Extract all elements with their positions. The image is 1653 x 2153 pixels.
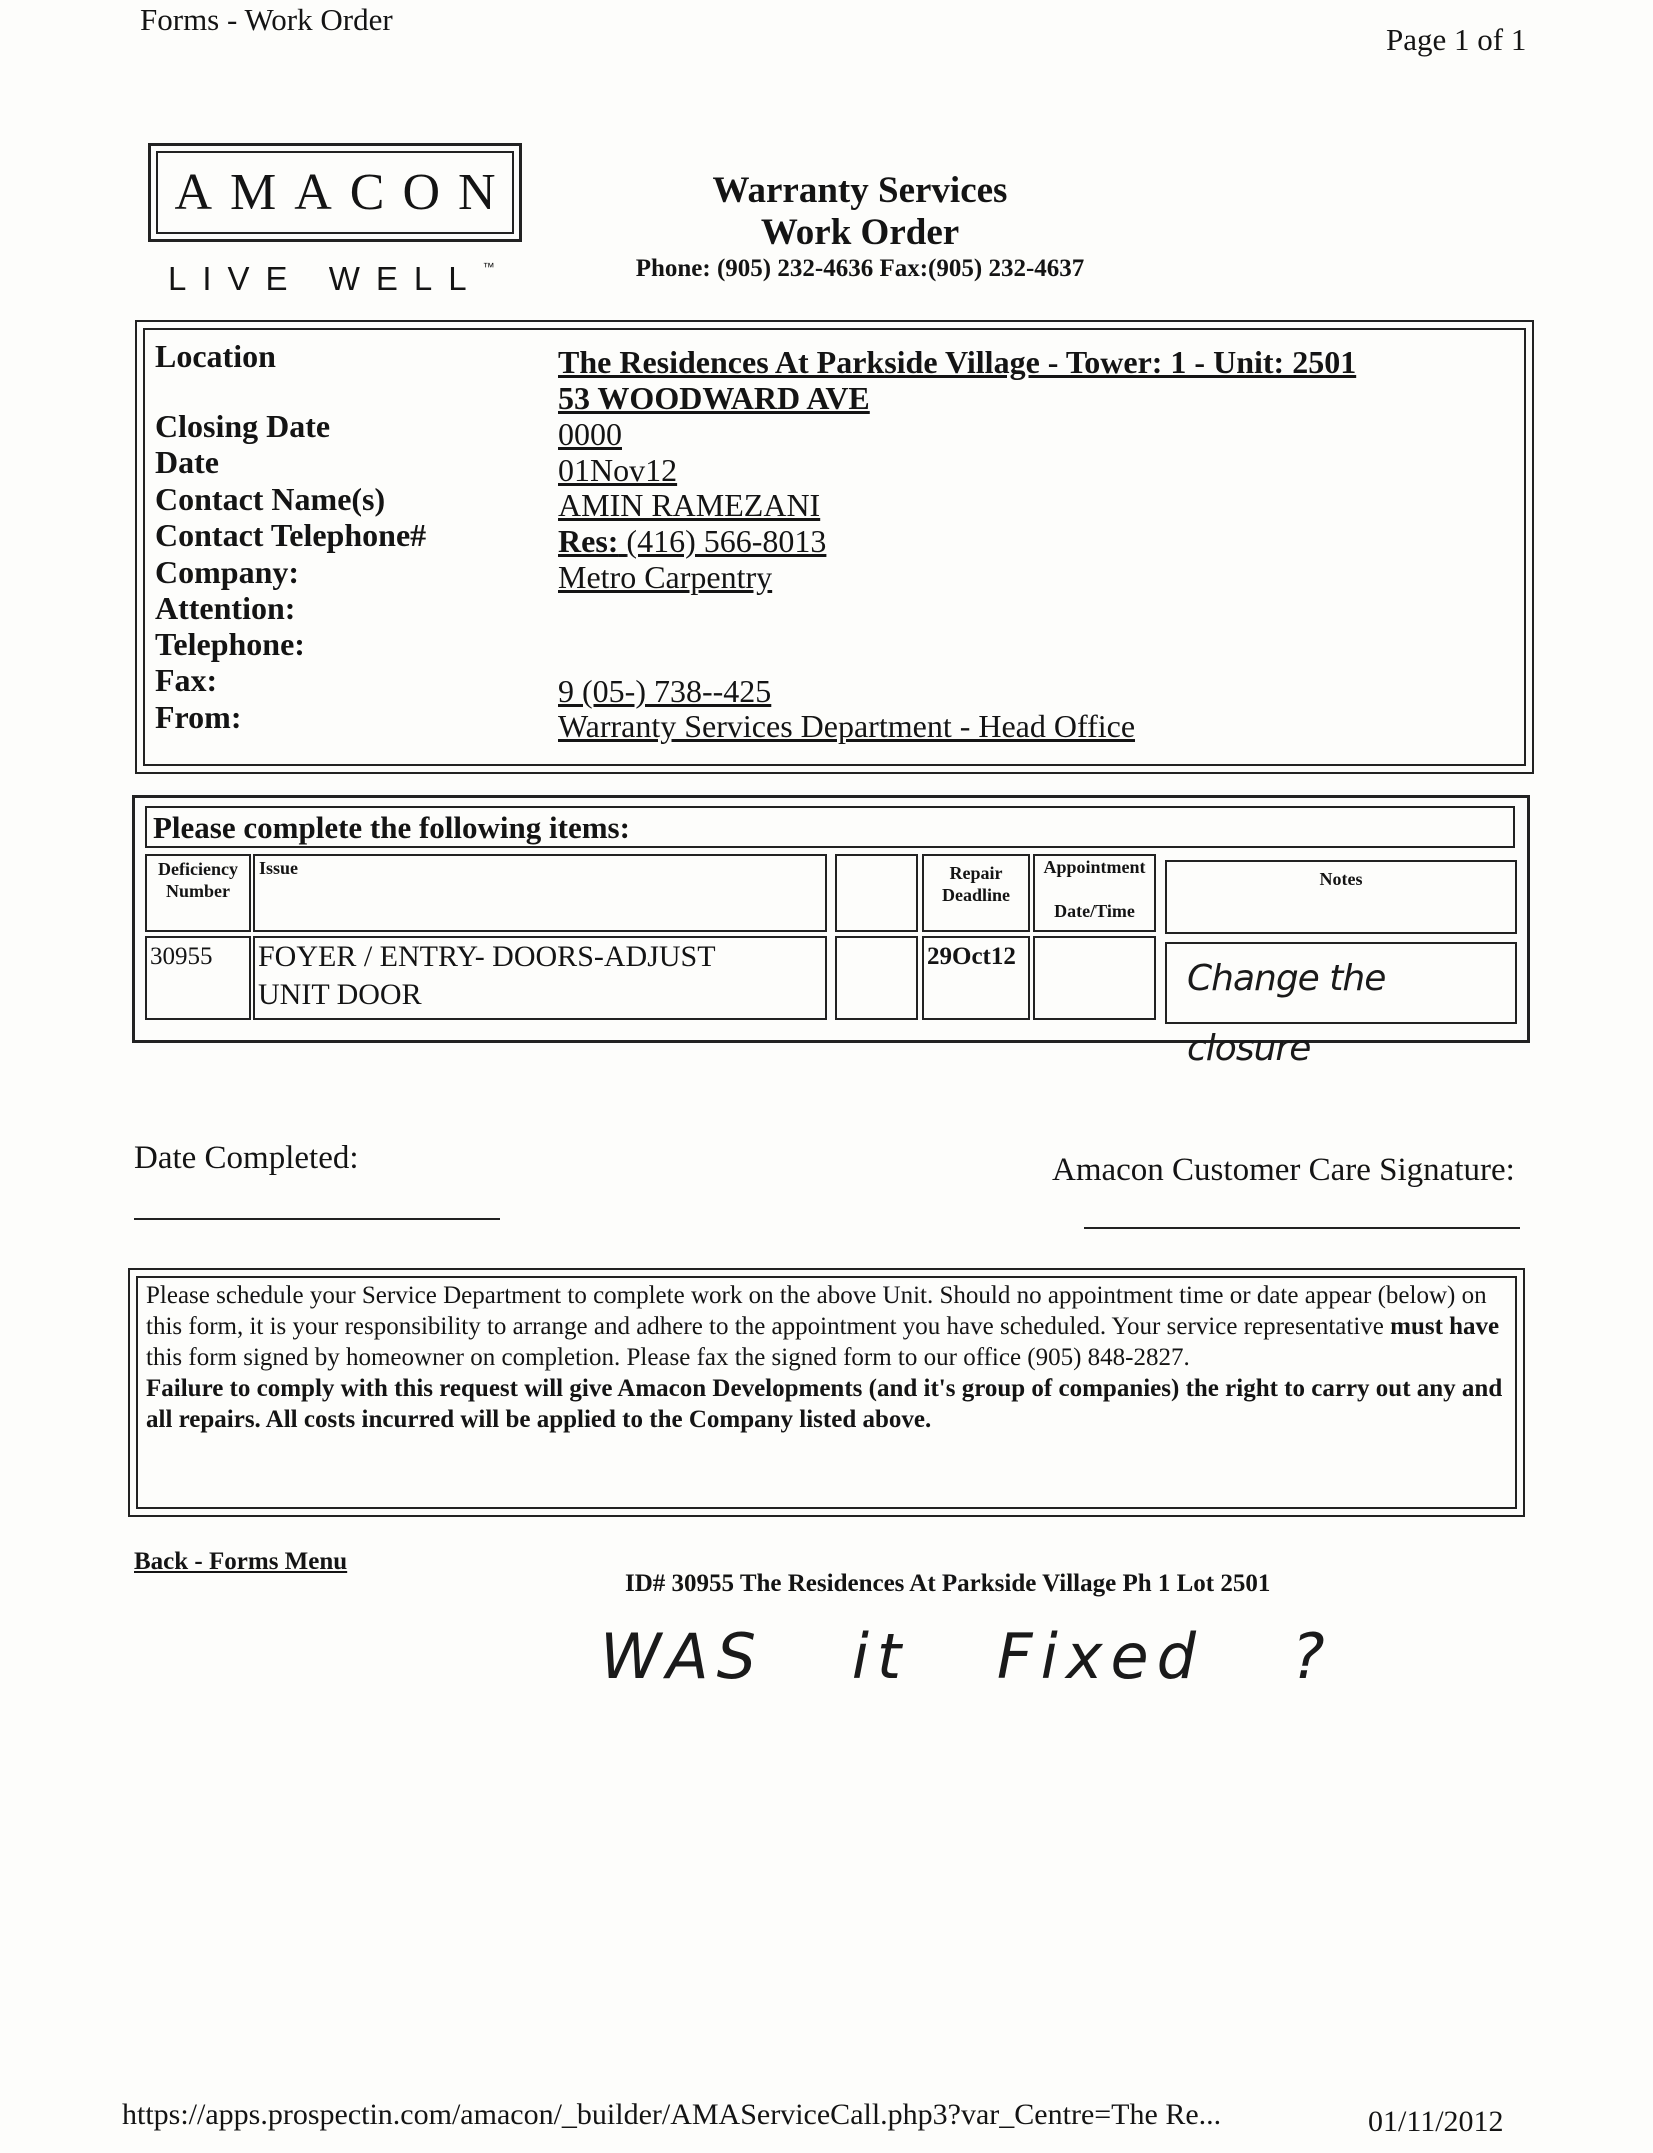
footer-print-date: 01/11/2012	[1368, 2105, 1504, 2138]
telephone-prefix: Res:	[558, 523, 619, 559]
value-location: The Residences At Parkside Village - Tower: 1 - Unit: 2501	[558, 344, 1357, 380]
label-closing-date: Closing Date	[155, 408, 331, 444]
issue-line-1: FOYER / ENTRY- DOORS-ADJUST	[258, 940, 716, 973]
issue-line-2: UNIT DOOR	[258, 978, 422, 1011]
header-appointment	[1033, 854, 1156, 932]
logo-wordmark: AMACON	[156, 151, 514, 234]
label-location: Location	[155, 338, 276, 374]
label-contact-names: Contact Name(s)	[155, 481, 386, 517]
value-contact-telephone	[558, 523, 826, 560]
back-forms-menu-link[interactable]: Back - Forms Menu	[134, 1548, 348, 1575]
notice-p1-bold: must have	[1390, 1313, 1500, 1340]
label-fax: Fax:	[155, 662, 218, 698]
label-attention: Attention:	[155, 590, 296, 626]
header-appointment-label: Appointment	[1043, 857, 1146, 877]
document-title	[660, 170, 1060, 254]
label-company: Company:	[155, 554, 300, 590]
date-completed-label: Date Completed:	[134, 1140, 359, 1176]
header-deficiency-number: Deficiency Number	[145, 854, 251, 932]
cell-repair-deadline: 29Oct12	[922, 936, 1030, 1020]
signature-label: Amacon Customer Care Signature:	[1052, 1152, 1515, 1188]
signature-line	[1084, 1227, 1520, 1229]
cell-deficiency-number: 30955	[145, 936, 251, 1020]
label-contact-telephone: Contact Telephone#	[155, 517, 427, 553]
trademark-mark: ™	[482, 260, 495, 274]
title-line-1: Warranty Services	[712, 170, 1008, 211]
value-from: Warranty Services Department - Head Office	[558, 708, 1136, 744]
notice-paragraph-2: Failure to comply with this request will give Amacon Developments (and it's group of companies) the right to carry out any and all repairs. All costs incurred will be applied to the Company listed above.	[146, 1375, 1503, 1433]
cell-appointment	[1033, 936, 1156, 1020]
value-fax: 9 (05-) 738--425	[558, 673, 772, 709]
notice-box	[128, 1268, 1525, 1517]
work-order-info-box	[135, 320, 1534, 774]
items-table	[132, 795, 1530, 1069]
value-address: 53 WOODWARD AVE	[558, 380, 870, 416]
value-company: Metro Carpentry	[558, 559, 773, 595]
value-contact-names: AMIN RAMEZANI	[558, 487, 821, 523]
date-completed-line	[134, 1218, 500, 1220]
items-table-title: Please complete the following items:	[145, 806, 1515, 848]
info-box-inner	[143, 328, 1526, 766]
print-header-title: Forms - Work Order	[140, 2, 393, 37]
cell-notes-handwritten: Change the closure	[1165, 942, 1517, 1024]
handwritten-note: WAS it Fixed ?	[600, 1620, 1333, 1693]
header-notes: Notes	[1165, 860, 1517, 934]
page-indicator: Page 1 of 1	[1386, 22, 1527, 57]
header-blank-column	[835, 854, 918, 932]
header-repair-deadline: Repair Deadline	[922, 854, 1030, 932]
notice-text	[136, 1276, 1517, 1509]
notice-paragraph-1	[146, 1280, 1507, 1373]
id-line: ID# 30955 The Residences At Parkside Village Ph 1 Lot 2501	[625, 1570, 1271, 1597]
logo-tagline-text: LIVE WELL	[168, 260, 483, 297]
header-appointment-date-time: Date/Time	[1054, 901, 1135, 921]
phone-fax-line: Phone: (905) 232-4636 Fax:(905) 232-4637	[635, 255, 1085, 282]
logo-tagline	[168, 260, 495, 298]
cell-issue	[253, 936, 827, 1020]
notice-p1-part2: this form signed by homeowner on completion. Please fax the signed form to our office (905) 848-2827.	[146, 1344, 1190, 1371]
title-line-2: Work Order	[760, 212, 960, 253]
label-telephone: Telephone:	[155, 626, 305, 662]
value-date: 01Nov12	[558, 452, 678, 488]
notice-p1-part1: Please schedule your Service Department to complete work on the above Unit. Should no appointment time or date appear (below) on this form, it is your responsibility to arrange and adhere to the appointment you have scheduled. Your service representative	[146, 1282, 1487, 1340]
label-from: From:	[155, 699, 242, 735]
footer-url: https://apps.prospectin.com/amacon/_builder/AMAServiceCall.php3?var_Centre=The Re...	[122, 2098, 1222, 2131]
telephone-number: (416) 566-8013	[626, 523, 827, 559]
cell-blank-column	[835, 936, 918, 1020]
value-closing-date: 0000	[558, 416, 622, 452]
amacon-logo	[148, 143, 522, 242]
header-issue: Issue	[253, 854, 827, 932]
label-date: Date	[155, 444, 219, 480]
